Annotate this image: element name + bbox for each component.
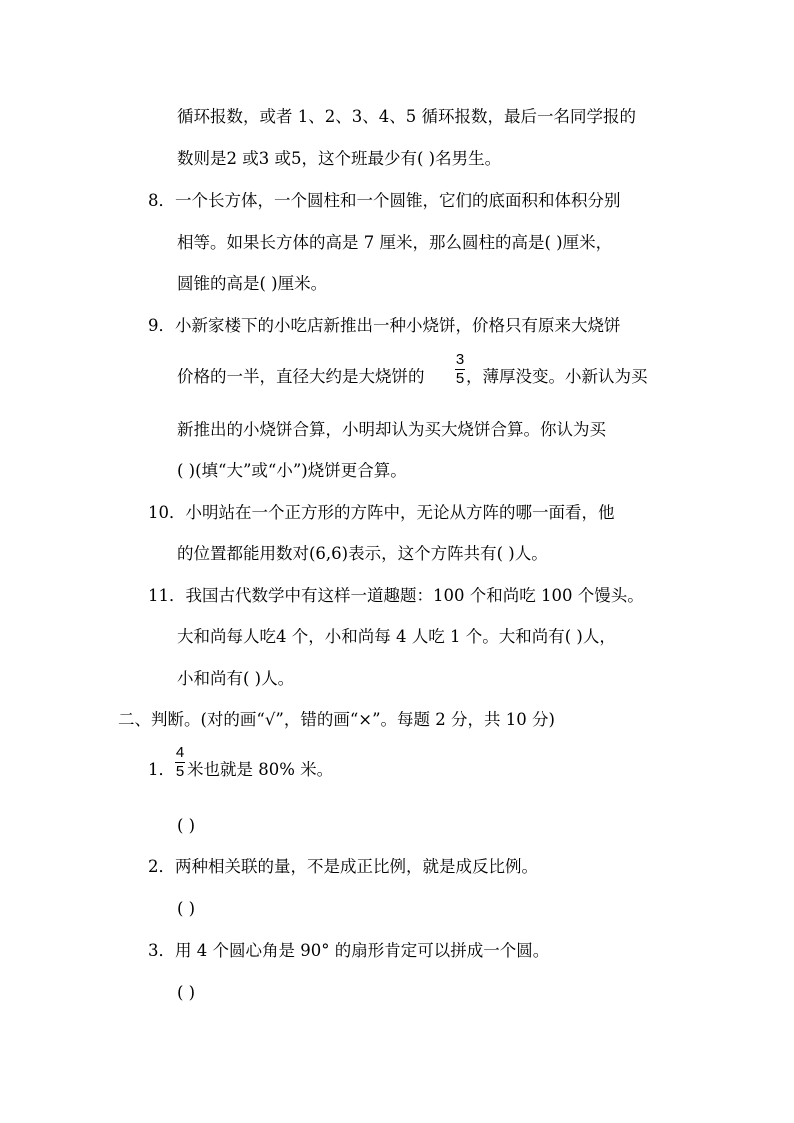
j1-fraction-denominator: 5	[175, 763, 185, 780]
j3-text: 3．用 4 个圆心角是 90° 的扇形肯定可以拼成一个圆。	[148, 941, 550, 960]
q9-line-2-before: 价格的一半，直径大约是大烧饼的	[177, 367, 425, 386]
q7-line-1: 循环报数，或者 1、2、3、4、5 循环报数，最后一名同学报的	[177, 107, 636, 126]
q11-line-2: 大和尚每人吃4 个，小和尚每 4 人吃 1 个。大和尚有( )人，	[177, 627, 616, 646]
j2-answer-paren: ( )	[177, 899, 196, 918]
q8-line-1: 8．一个长方体，一个圆柱和一个圆锥，它们的底面积和体积分别	[148, 191, 621, 210]
q11-line-1: 11．我国古代数学中有这样一道趣题：100 个和尚吃 100 个馒头。	[148, 586, 644, 605]
section-2-heading: 二、判断。(对的画“√”，错的画“×”。每题 2 分，共 10 分)	[118, 710, 555, 729]
q9-fraction-numerator: 3	[455, 351, 465, 368]
j1-number: 1．	[148, 760, 175, 779]
j3-answer-paren: ( )	[177, 983, 196, 1002]
j1-fraction	[175, 745, 185, 780]
q8-line-3: 圆锥的高是( )厘米。	[177, 274, 328, 293]
q9-line-3: 新推出的小烧饼合算，小明却认为买大烧饼合算。你认为买	[177, 420, 606, 439]
q9-line-4: ( )(填“大”或“小”)烧饼更合算。	[177, 461, 407, 480]
j1-text: 米也就是 80% 米。	[187, 760, 334, 779]
q9-line-2-after: ，薄厚没变。小新认为买	[466, 367, 648, 386]
j2-text: 2．两种相关联的量，不是成正比例，就是成反比例。	[148, 857, 538, 876]
q10-line-2: 的位置都能用数对(6,6)表示，这个方阵共有( )人。	[177, 544, 548, 563]
j1-fraction-numerator: 4	[175, 744, 185, 761]
q10-line-1: 10．小明站在一个正方形的方阵中，无论从方阵的哪一面看，他	[148, 503, 615, 522]
q8-line-2: 相等。如果长方体的高是 7 厘米，那么圆柱的高是( )厘米，	[177, 233, 613, 252]
q9-fraction	[455, 352, 465, 387]
q11-line-3: 小和尚有( )人。	[177, 669, 295, 688]
q9-fraction-denominator: 5	[455, 370, 465, 387]
q7-line-2: 数则是2 或3 或5，这个班最少有( )名男生。	[177, 149, 502, 168]
q9-line-1: 9．小新家楼下的小吃店新推出一种小烧饼，价格只有原来大烧饼	[148, 316, 621, 335]
j1-answer-paren: ( )	[177, 816, 196, 835]
